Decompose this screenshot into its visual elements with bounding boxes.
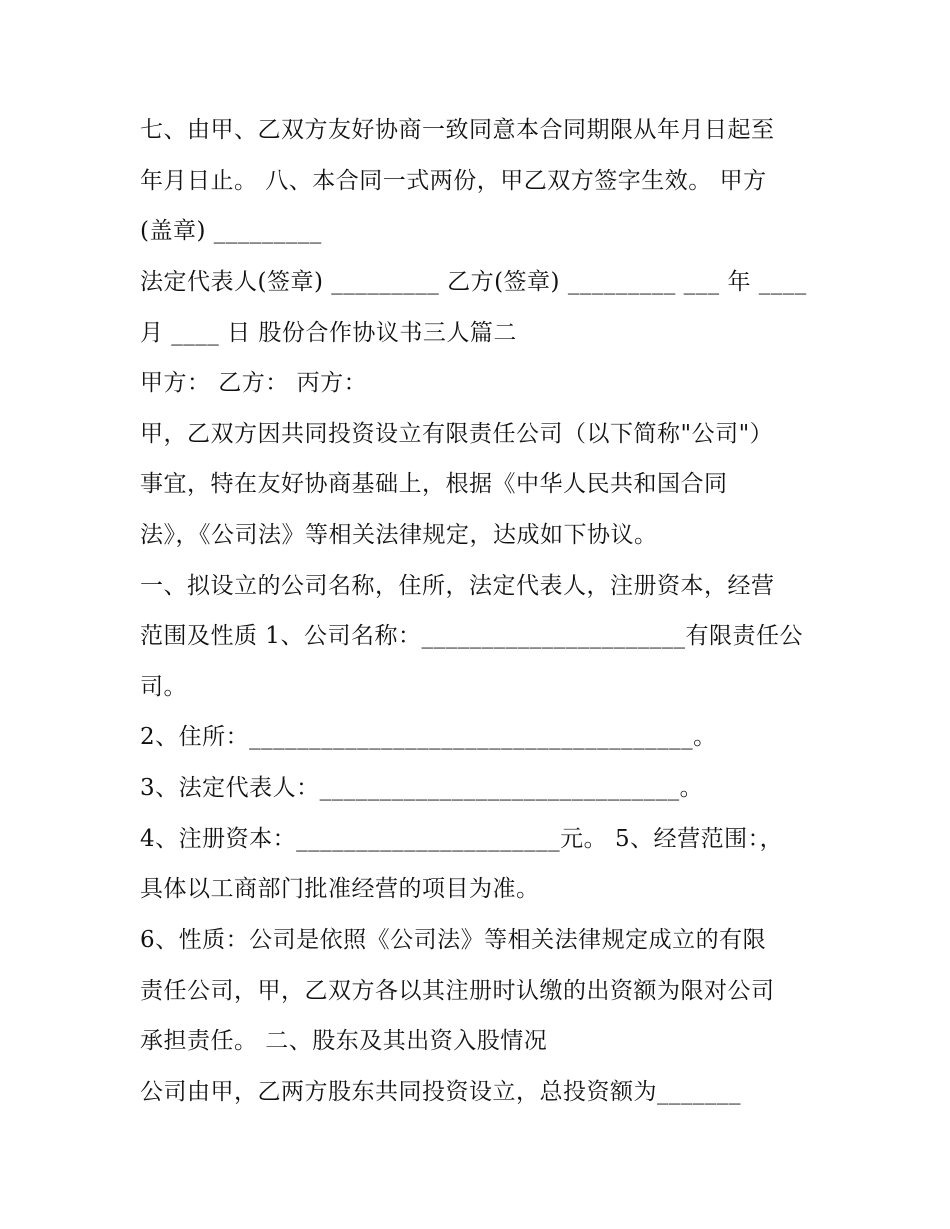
text-line: 责任公司，甲，乙双方各以其注册时认缴的出资额为限对公司 — [140, 978, 775, 1004]
text-line: 司。 — [140, 674, 187, 700]
text-line: 甲方： 乙方： 丙方： — [140, 370, 368, 396]
text-line: 公司由甲，乙两方股东共同投资设立，总投资额为_______ — [140, 1079, 741, 1105]
text-line: 范围及性质 1、公司名称：______________________有限责任公 — [140, 623, 803, 649]
text-line: 2、住所：_____________________________________。 — [140, 724, 717, 750]
text-line: 事宜，特在友好协商基础上，根据《中华人民共和国合同 — [140, 471, 728, 497]
text-line: 年月日止。 八、本合同一式两份，甲乙双方签字生效。 甲方 — [140, 168, 767, 194]
text-line: 承担责任。 二、股东及其出资入股情况 — [140, 1028, 548, 1054]
text-line: 法定代表人(签章) _________ 乙方(签章) _________ ___ 年 ____ — [140, 269, 807, 295]
text-line: 6、性质：公司是依照《公司法》等相关法律规定成立的有限 — [140, 927, 767, 953]
text-line: (盖章) _________ — [140, 218, 322, 244]
text-line: 4、注册资本：______________________元。 5、经营范围：， — [140, 826, 784, 852]
text-line: 七、由甲、乙双方友好协商一致同意本合同期限从年月日起至 — [140, 117, 775, 143]
text-line: 法》，《公司法》等相关法律规定，达成如下协议。 — [140, 522, 658, 548]
text-line: 甲，乙双方因共同投资设立有限责任公司（以下简称"公司"） — [140, 421, 774, 447]
text-line: 月 ____ 日 股份合作协议书三人篇二 — [140, 320, 517, 346]
text-line: 3、法定代表人：______________________________。 — [140, 775, 704, 801]
text-line: 具体以工商部门批准经营的项目为准。 — [140, 876, 540, 902]
text-line: 一、拟设立的公司名称，住所，法定代表人，注册资本，经营 — [140, 573, 775, 599]
